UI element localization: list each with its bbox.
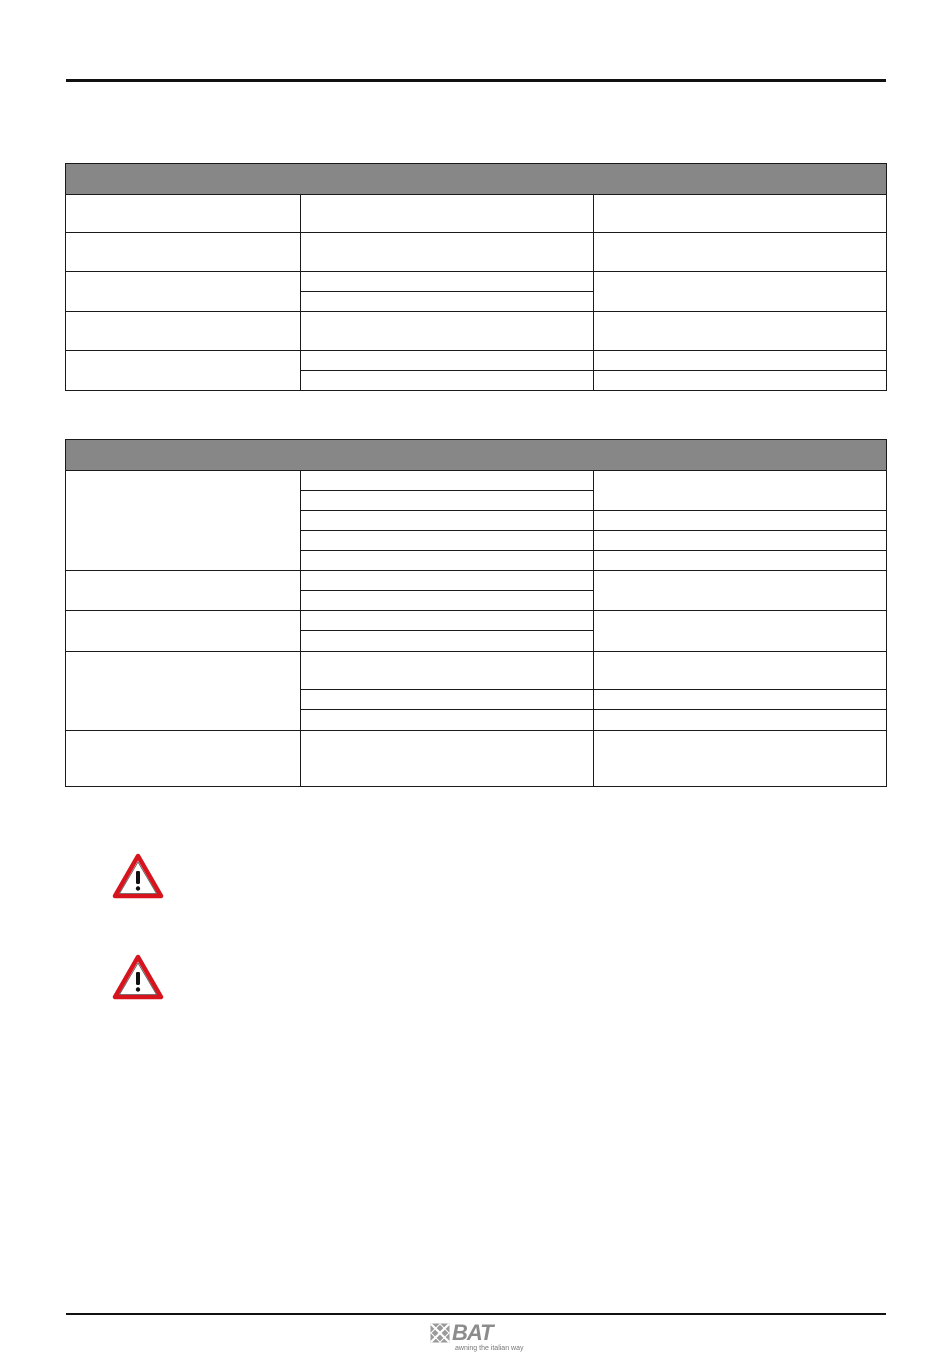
row-note <box>594 690 887 710</box>
row-note <box>594 471 887 511</box>
row-value <box>301 471 594 491</box>
row-label <box>66 312 301 351</box>
footer-rule <box>66 1313 886 1315</box>
row-note <box>594 710 887 731</box>
row-note <box>594 195 887 233</box>
row-note <box>594 233 887 272</box>
row-value <box>301 710 594 731</box>
table-row <box>66 195 887 233</box>
spec-table-2 <box>65 439 887 787</box>
table-header-row <box>66 440 887 471</box>
header-rule <box>66 79 886 82</box>
spec-table-1 <box>65 163 887 391</box>
row-label <box>66 272 301 312</box>
row-value <box>301 371 594 391</box>
row-note <box>594 531 887 551</box>
row-value <box>301 652 594 690</box>
row-value <box>301 351 594 371</box>
logo-tagline: awning the italian way <box>455 1345 524 1352</box>
row-value <box>301 195 594 233</box>
warning-triangle-icon <box>112 853 164 899</box>
row-value <box>301 591 594 611</box>
row-value <box>301 631 594 652</box>
row-note <box>594 551 887 571</box>
row-value <box>301 511 594 531</box>
table-row <box>66 471 887 491</box>
table-row <box>66 233 887 272</box>
row-note <box>594 312 887 351</box>
row-value <box>301 611 594 631</box>
table-row <box>66 351 887 371</box>
row-label <box>66 652 301 731</box>
table-header <box>66 440 887 471</box>
table-row <box>66 611 887 631</box>
row-value <box>301 690 594 710</box>
row-label <box>66 611 301 652</box>
row-note <box>594 571 887 611</box>
row-label <box>66 471 301 571</box>
table-row <box>66 652 887 690</box>
row-value <box>301 571 594 591</box>
table-row <box>66 272 887 292</box>
row-value <box>301 731 594 787</box>
table-header-row <box>66 164 887 195</box>
table-row <box>66 731 887 787</box>
row-note <box>594 652 887 690</box>
table-header <box>66 164 887 195</box>
logo-mark-icon <box>430 1323 450 1343</box>
row-note <box>594 351 887 371</box>
row-value <box>301 312 594 351</box>
row-value <box>301 233 594 272</box>
row-label <box>66 233 301 272</box>
row-note <box>594 511 887 531</box>
row-value <box>301 272 594 292</box>
row-label <box>66 731 301 787</box>
table-row <box>66 312 887 351</box>
row-value <box>301 292 594 312</box>
row-label <box>66 351 301 391</box>
row-label <box>66 571 301 611</box>
warning-triangle-icon <box>112 954 164 1000</box>
row-value <box>301 551 594 571</box>
row-value <box>301 531 594 551</box>
bat-logo <box>430 1320 522 1354</box>
row-label <box>66 195 301 233</box>
table-row <box>66 571 887 591</box>
row-note <box>594 731 887 787</box>
row-note <box>594 272 887 312</box>
row-value <box>301 491 594 511</box>
logo-wordmark: BAT <box>452 1320 493 1345</box>
row-note <box>594 611 887 652</box>
row-note <box>594 371 887 391</box>
